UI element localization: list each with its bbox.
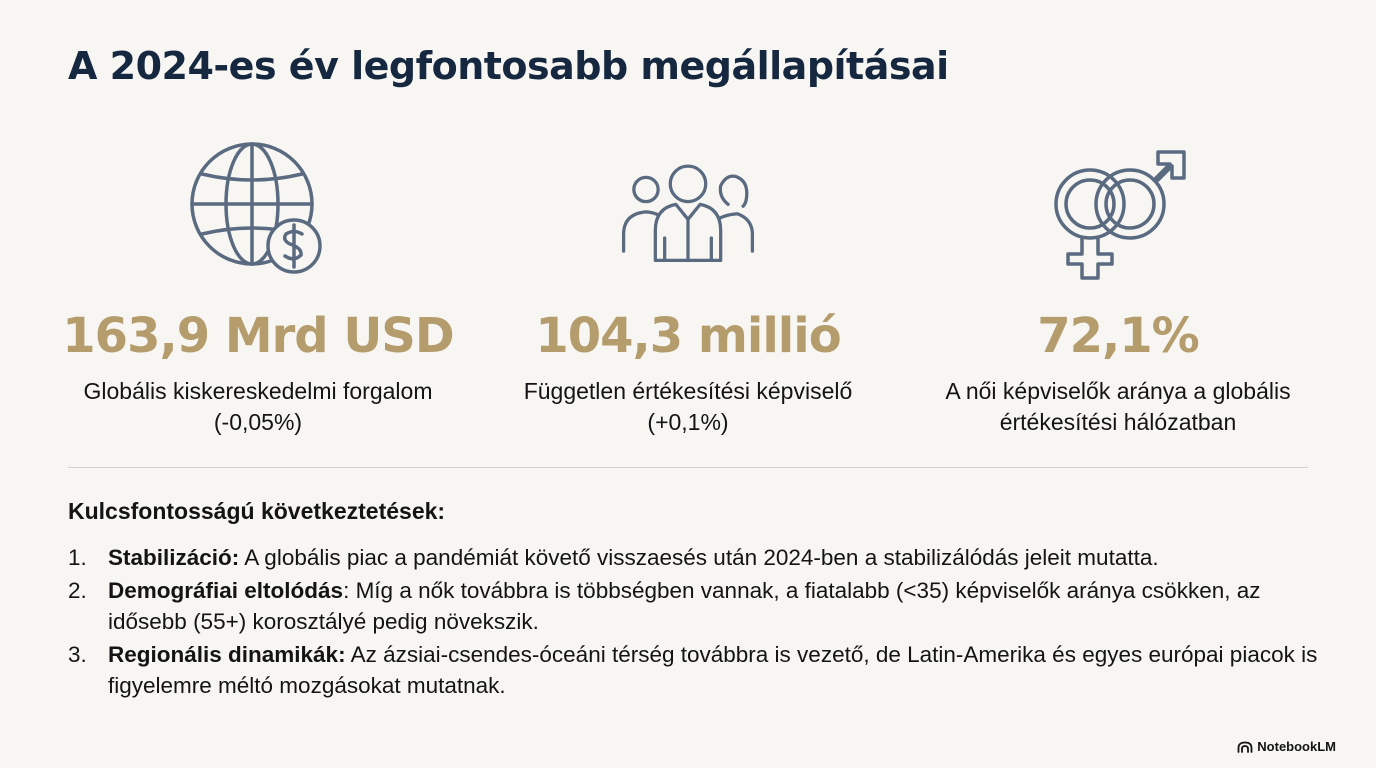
list-number: 2. — [68, 578, 87, 603]
stat-sales-reps — [468, 140, 908, 438]
people-group-icon — [618, 140, 758, 280]
list-number: 1. — [68, 545, 87, 570]
brand-watermark — [1237, 739, 1336, 754]
notebooklm-icon — [1237, 741, 1253, 753]
list-item — [68, 575, 1328, 637]
list-text: : Míg a nők továbbra is többségben vannak, a fiatalabb (<35) képviselők aránya csökken, az idősebb (55+) korosztályé pedig növekszik. — [108, 578, 1261, 634]
section-divider — [68, 467, 1308, 468]
list-item — [68, 639, 1328, 701]
list-term: Demográfiai eltolódás — [108, 578, 344, 603]
globe-dollar-icon — [188, 140, 328, 280]
stat-label: Globális kiskereskedelmi forgalom (-0,05%) — [83, 378, 433, 435]
list-number: 3. — [68, 642, 87, 667]
stat-label: Független értékesítési képviselő (+0,1%) — [523, 378, 853, 435]
page-title: A 2024-es év legfontosabb megállapításai — [68, 44, 949, 88]
conclusions-heading: Kulcsfontosságú következtetések: — [68, 498, 446, 524]
list-text: A globális piac a pandémiát követő visszaesés után 2024-ben a stabilizálódás jeleit mutatta. — [239, 545, 1159, 570]
list-text: Az ázsiai-csendes-óceáni térség továbbra is vezető, de Latin-Amerika és egyes európai piacok is figyelemre méltó mozgásokat mutatnak. — [108, 642, 1318, 698]
stat-label: A női képviselők aránya a globális értékesítési hálózatban — [945, 378, 1291, 435]
brand-name: NotebookLM — [1257, 739, 1336, 754]
list-term: Regionális dinamikák: — [108, 642, 346, 667]
stat-female-share — [898, 140, 1338, 438]
stat-retail-sales — [38, 140, 478, 438]
stat-value: 163,9 Mrd USD — [62, 308, 454, 364]
conclusions-list — [68, 542, 1328, 703]
gender-symbols-icon — [1048, 140, 1188, 280]
list-term: Stabilizáció: — [108, 545, 240, 570]
stat-value: 104,3 millió — [535, 308, 841, 364]
stat-value: 72,1% — [1037, 308, 1199, 364]
list-item — [68, 542, 1328, 573]
